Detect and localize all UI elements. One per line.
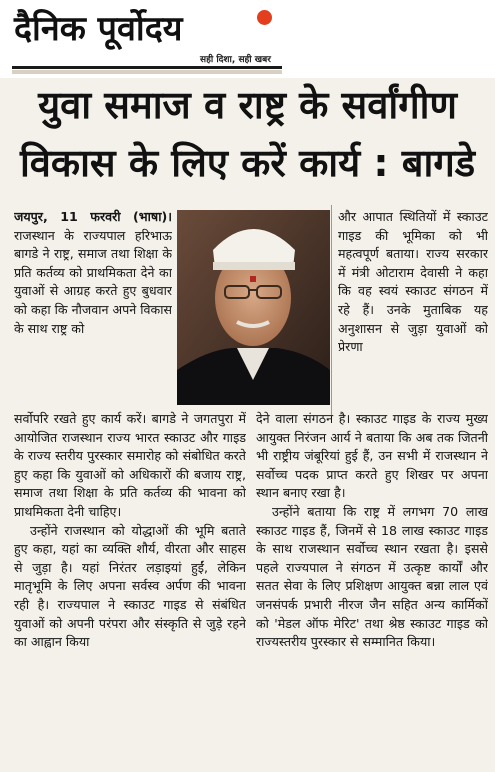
article-intro: राजस्थान के राज्यपाल हरिभाऊ बागडे ने राष्ट्र, समाज तथा शिक्षा के प्रति कर्तव्य को प्राथमिकता देने का युवाओं से आग्रह करते हुए बुधवार को कहा कि नौजवान अपने विकास के साथ राष्ट्र को — [14, 227, 172, 336]
newspaper-logo: दैनिक पूर्वोदय — [14, 9, 183, 49]
article-dateline: जयपुर, 11 फरवरी (भाषा)। — [14, 209, 172, 224]
column-divider — [331, 205, 332, 415]
article-left-para-2: उन्होंने राजस्थान को योद्धाओं की भूमि बताते हुए कहा, यहां का व्यक्ति शौर्य, वीरता और साहस से जुड़ा है। यहां निरंतर लड़ाइयां हुईं, लेकिन मातृभूमि के लिए अपना सर्वस्व अर्पण की भावना रही है। राज्यपाल ने स्काउट गाइड से संबंधित युवाओं को अपनी परंपरा और संस्कृति से जुड़े रहने का आह्वान किया — [14, 522, 246, 650]
article-left-column — [14, 208, 172, 408]
article-right-para-2: उन्होंने बताया कि राष्ट्र में लगभग 70 लाख स्काउट गाइड हैं, जिनमें से 18 लाख स्काउट गाइड के साथ राजस्थान सर्वोच्च स्थान रखता है। इससे पहले राज्यपाल ने संगठन में उत्कृष्ट कार्यों और सतत सेवा के लिए प्रशिक्षण आयुक्त बन्ना लाल एवं जनसंपर्क प्रभारी नीरज जैन सहित अन्य कार्मिकों को 'मेडल ऑफ मेरिट' तथा श्रेष्ठ स्काउट गाइड को राज्यस्तरीय पुरस्कार से सम्मानित किया। — [256, 503, 488, 650]
article-right-lower-text: देने वाला संगठन है। स्काउट गाइड के राज्य मुख्य आयुक्त निरंजन आर्य ने बताया कि अब तक जितनी भी राष्ट्रीय जंबूरियां हुई हैं, उन सभी में राजस्थान ने सर्वोच्च पदक प्राप्त करते हुए शिखर पर अपना स्थान बनाए रखा है। — [256, 411, 488, 501]
article-left-lower-text: सर्वोपरि रखते हुए कार्य करें। बागडे ने जगतपुरा में आयोजित राजस्थान राज्य भारत स्काउट और गाइड के राज्य स्तरीय पुरस्कार समारोह को संबोधित करते हुए कहा कि युवाओं को अधिकारों की बजाय राष्ट्र, समाज तथा शिक्षा के प्रति कर्तव्य की भावना को प्राथमिकता देनी चाहिए। — [14, 411, 246, 519]
portrait-image-icon — [177, 210, 330, 405]
masthead-rule — [12, 66, 282, 69]
article-right-text: और आपात स्थितियों में स्काउट गाइड की भूमिका को भी महत्वपूर्ण बताया। राज्य सरकार में मंत्री ओटाराम देवासी ने कहा कि वह स्वयं स्काउट संगठन में रहे हैं। उनके मुताबिक यह अनुशासन से जुड़ा युवाओं को प्रेरणा — [338, 209, 488, 355]
governor-photo — [177, 210, 330, 405]
masthead — [0, 0, 495, 78]
article-right-column-lower — [256, 410, 488, 768]
logo-dot-icon — [257, 10, 272, 25]
headline-line-2: विकास के लिए करें कार्य : बागडे — [19, 141, 476, 185]
article-right-column-top — [338, 208, 488, 408]
headline-line-1: युवा समाज व राष्ट्र के सर्वांगीण — [38, 83, 457, 127]
newspaper-tagline: सही दिशा, सही खबर — [200, 55, 271, 65]
masthead-subrule — [12, 70, 282, 74]
article-left-column-lower — [14, 410, 246, 768]
